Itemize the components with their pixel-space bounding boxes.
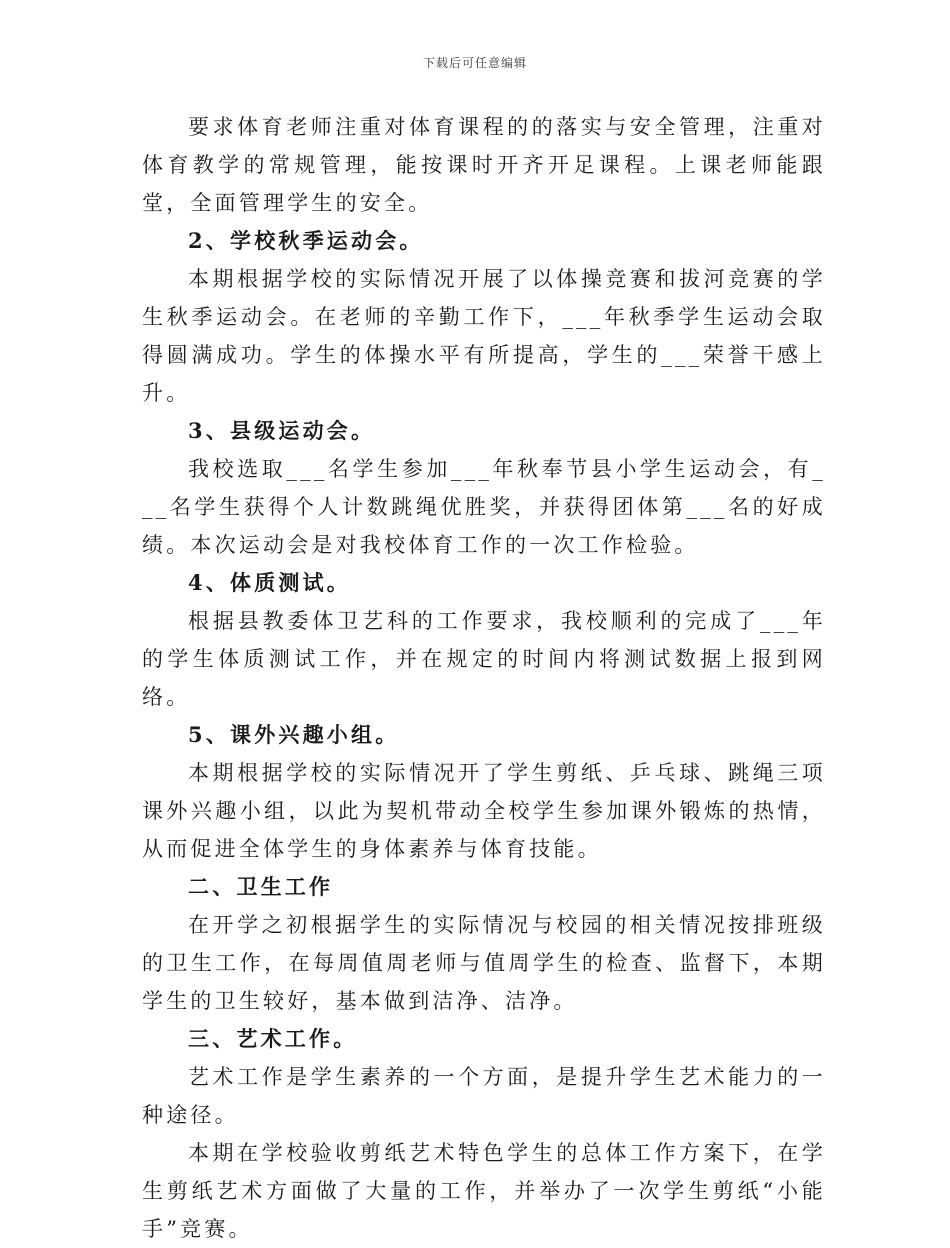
paragraph-county-sports-meet: 我校选取___名学生参加___年秋奉节县小学生运动会，有___名学生获得个人计数跳绳优胜奖，并获得团体第___名的好成绩。本次运动会是对我校体育工作的一次工作检验。 xyxy=(142,457,826,557)
page-header-note: 下载后可任意编辑 xyxy=(422,56,527,70)
document-body xyxy=(142,108,826,1248)
paragraph-physical-test: 根据县教委体卫艺科的工作要求，我校顺利的完成了___年的学生体质测试工作，并在规定的时间内将测试数据上报到网络。 xyxy=(142,609,826,709)
heading-hygiene-work: 二、卫生工作 xyxy=(188,874,334,899)
heading-interest-groups: 5、课外兴趣小组。 xyxy=(188,722,400,747)
paragraph-autumn-sports-meet: 本期根据学校的实际情况开展了以体操竞赛和拔河竞赛的学生秋季运动会。在老师的辛勤工作下，___年秋季学生运动会取得圆满成功。学生的体操水平有所提高，学生的___荣誉干感上升。 xyxy=(142,267,826,405)
heading-autumn-sports-meet: 2、学校秋季运动会。 xyxy=(188,228,424,253)
paragraph-pe-management: 要求体育老师注重对体育课程的的落实与安全管理，注重对体育教学的常规管理，能按课时开齐开足课程。上课老师能跟堂，全面管理学生的安全。 xyxy=(142,115,826,215)
paragraph-art-work-intro: 艺术工作是学生素养的一个方面，是提升学生艺术能力的一种途径。 xyxy=(142,1065,826,1127)
heading-county-sports-meet: 3、县级运动会。 xyxy=(188,418,376,443)
paragraph-art-work-papercut: 本期在学校验收剪纸艺术特色学生的总体工作方案下，在学生剪纸艺术方面做了大量的工作，并举办了一次学生剪纸“小能手”竞赛。 xyxy=(142,1141,826,1241)
paragraph-interest-groups: 本期根据学校的实际情况开了学生剪纸、乒乓球、跳绳三项课外兴趣小组，以此为契机带动全校学生参加课外锻炼的热情，从而促进全体学生的身体素养与体育技能。 xyxy=(142,761,826,861)
heading-physical-test: 4、体质测试。 xyxy=(188,570,352,595)
heading-art-work: 三、艺术工作。 xyxy=(188,1026,358,1051)
paragraph-hygiene-work: 在开学之初根据学生的实际情况与校园的相关情况按排班级的卫生工作，在每周值周老师与值周学生的检查、监督下，本期学生的卫生较好，基本做到洁净、洁净。 xyxy=(142,913,826,1013)
